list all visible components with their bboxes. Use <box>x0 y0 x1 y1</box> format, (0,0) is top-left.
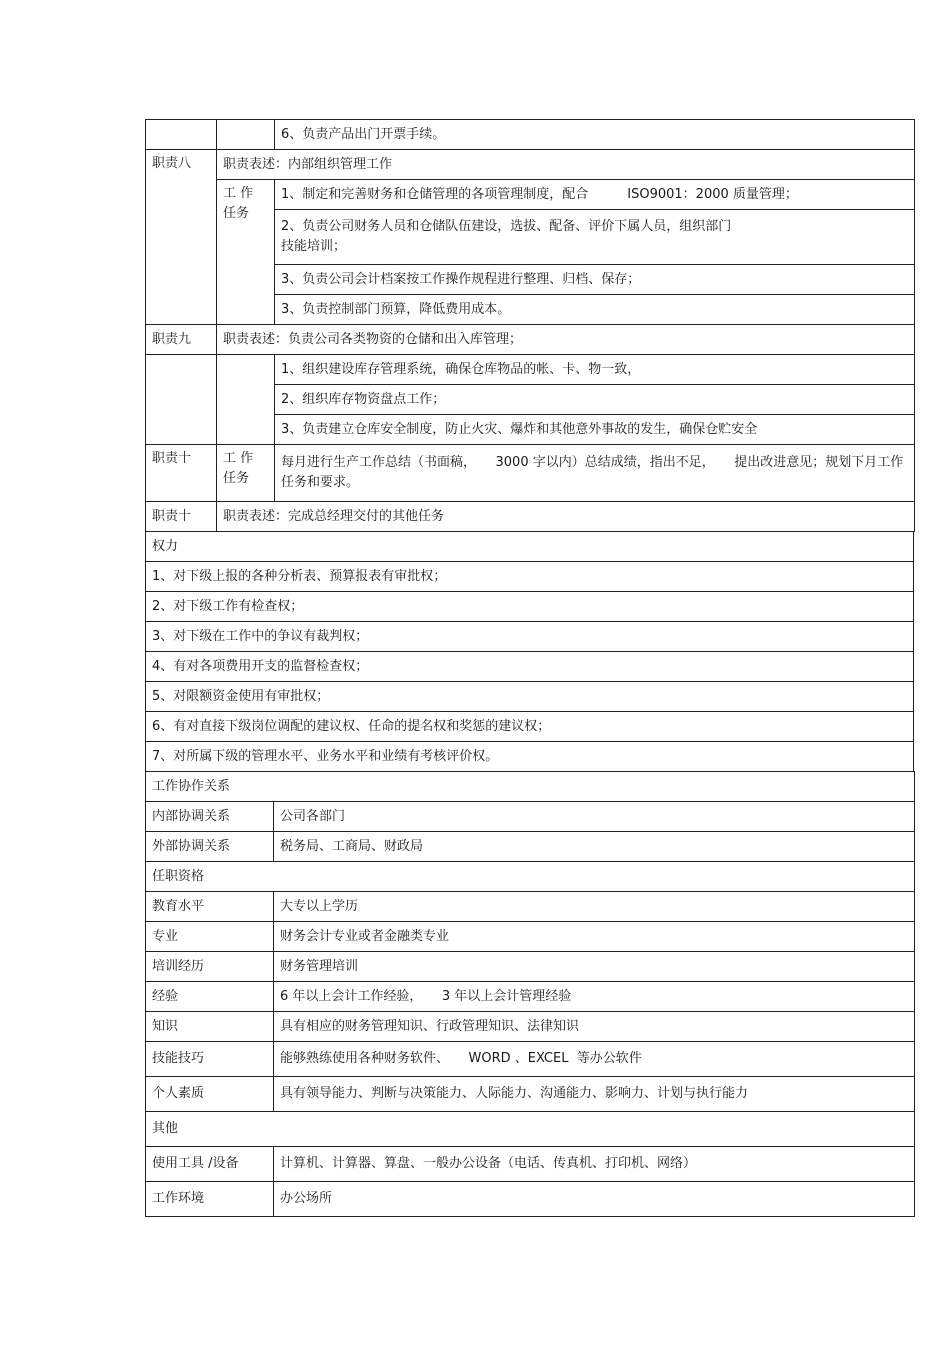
job-description-sheet <box>145 119 914 1217</box>
detail-row <box>146 892 915 922</box>
duty-item: 2、组织库存物资盘点工作； <box>275 385 915 415</box>
duty-label: 职责九 <box>146 325 217 355</box>
duty-label: 职责十 <box>146 502 217 532</box>
detail-value: 公司各部门 <box>274 802 915 832</box>
detail-key: 外部协调关系 <box>146 832 274 862</box>
duty-item: 6、负责产品出门开票手续。 <box>275 120 915 150</box>
duty-item: 3、负责控制部门预算，降低费用成本。 <box>275 295 915 325</box>
detail-value: 税务局、工商局、财政局 <box>274 832 915 862</box>
duty-item: 1、制定和完善财务和仓储管理的各项管理制度，配合 ISO9001：2000 质量管理； <box>275 180 915 210</box>
section-title: 其他 <box>146 1112 915 1147</box>
duty-10-row <box>146 445 915 502</box>
authority-item: 4、有对各项费用开支的监督检查权； <box>146 652 914 682</box>
details-table <box>145 771 915 1217</box>
duty-item: 3、负责公司会计档案按工作操作规程进行整理、归档、保存； <box>275 265 915 295</box>
duties-table <box>145 119 915 532</box>
detail-key: 教育水平 <box>146 892 274 922</box>
detail-value: 财务会计专业或者金融类专业 <box>274 922 915 952</box>
task-label <box>217 445 275 502</box>
duty-item: 每月进行生产工作总结（书面稿， 3000 字以内）总结成绩，指出不足， 提出改进意见；规划下月工作任务和要求。 <box>275 445 915 502</box>
authority-table <box>145 531 914 772</box>
detail-key: 技能技巧 <box>146 1042 274 1077</box>
detail-row <box>146 1182 915 1217</box>
detail-row <box>146 1042 915 1077</box>
duty-item: 2、负责公司财务人员和仓储队伍建设，选拔、配备、评价下属人员，组织部门技能培训； <box>275 210 915 265</box>
task-label-line-1: 工 作 <box>223 186 254 201</box>
duty-8-row <box>146 150 915 180</box>
detail-key: 专业 <box>146 922 274 952</box>
task-label-line-2: 任务 <box>223 206 250 221</box>
authority-item: 3、对下级在工作中的争议有裁判权； <box>146 622 914 652</box>
duty-description: 职责表述：内部组织管理工作 <box>217 150 915 180</box>
duty-8-task-row <box>146 180 915 210</box>
detail-row <box>146 952 915 982</box>
detail-value: 办公场所 <box>274 1182 915 1217</box>
detail-key: 培训经历 <box>146 952 274 982</box>
detail-key: 经验 <box>146 982 274 1012</box>
authority-item: 2、对下级工作有检查权； <box>146 592 914 622</box>
empty-cell <box>146 120 217 150</box>
detail-value: 6 年以上会计工作经验， 3 年以上会计管理经验 <box>274 982 915 1012</box>
detail-row <box>146 802 915 832</box>
detail-value: 财务管理培训 <box>274 952 915 982</box>
detail-key: 个人素质 <box>146 1077 274 1112</box>
empty-cell <box>217 355 275 445</box>
detail-row <box>146 832 915 862</box>
duty-item: 1、组织建设库存管理系统，确保仓库物品的帐、卡、物一致， <box>275 355 915 385</box>
section-title: 权力 <box>146 532 914 562</box>
empty-cell <box>217 120 275 150</box>
task-label-line-1: 工 作 <box>223 451 254 466</box>
duty-label: 职责八 <box>146 150 217 325</box>
duty-9-task-row <box>146 355 915 385</box>
task-label-line-2: 任务 <box>223 471 250 486</box>
section-title: 任职资格 <box>146 862 915 892</box>
detail-row <box>146 1077 915 1112</box>
empty-cell <box>146 355 217 445</box>
duty-description: 职责表述：负责公司各类物资的仓储和出入库管理； <box>217 325 915 355</box>
detail-key: 使用工具 /设备 <box>146 1147 274 1182</box>
authority-item: 6、有对直接下级岗位调配的建议权、任命的提名权和奖惩的建议权； <box>146 712 914 742</box>
detail-key: 工作环境 <box>146 1182 274 1217</box>
authority-item: 1、对下级上报的各种分析表、预算报表有审批权； <box>146 562 914 592</box>
detail-row <box>146 982 915 1012</box>
detail-value: 具有相应的财务管理知识、行政管理知识、法律知识 <box>274 1012 915 1042</box>
detail-key: 内部协调关系 <box>146 802 274 832</box>
detail-key: 知识 <box>146 1012 274 1042</box>
authority-item: 5、对限额资金使用有审批权； <box>146 682 914 712</box>
detail-value: 能够熟练使用各种财务软件、 WORD 、EXCEL 等办公软件 <box>274 1042 915 1077</box>
duty-description: 职责表述：完成总经理交付的其他任务 <box>217 502 915 532</box>
duty-11-row <box>146 502 915 532</box>
duty-continuation-row <box>146 120 915 150</box>
duty-9-row <box>146 325 915 355</box>
duty-item: 3、负责建立仓库安全制度，防止火灾、爆炸和其他意外事故的发生，确保仓贮安全 <box>275 415 915 445</box>
detail-value: 大专以上学历 <box>274 892 915 922</box>
task-label <box>217 180 275 325</box>
detail-row <box>146 1147 915 1182</box>
duty-label: 职责十 <box>146 445 217 502</box>
detail-value: 具有领导能力、判断与决策能力、人际能力、沟通能力、影响力、计划与执行能力 <box>274 1077 915 1112</box>
detail-row <box>146 1012 915 1042</box>
detail-value: 计算机、计算器、算盘、一般办公设备（电话、传真机、打印机、网络） <box>274 1147 915 1182</box>
authority-item: 7、对所属下级的管理水平、业务水平和业绩有考核评价权。 <box>146 742 914 772</box>
detail-row <box>146 922 915 952</box>
section-title: 工作协作关系 <box>146 772 915 802</box>
